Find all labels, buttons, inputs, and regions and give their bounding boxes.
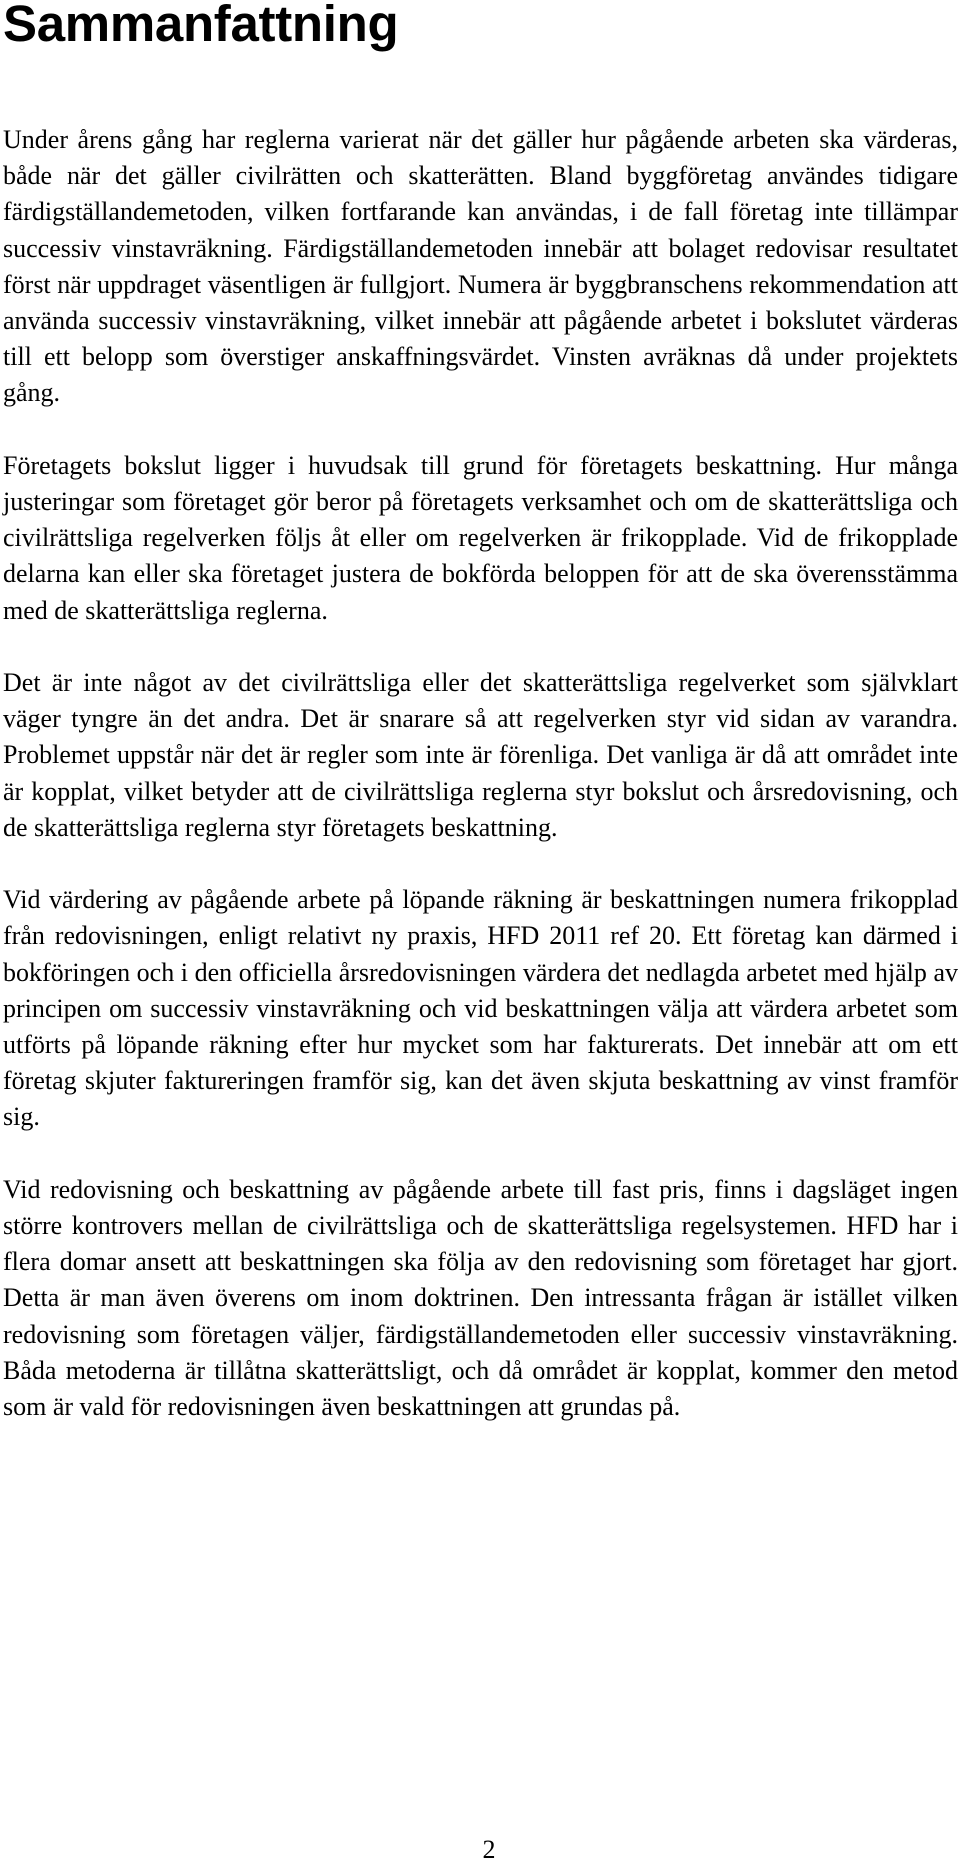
- paragraph-2: Företagets bokslut ligger i huvudsak till grund för företagets beskattning. Hur många justeringar som företaget gör beror på företagets verksamhet och om de skatterättsliga och civilrättsliga regelverken följs åt eller om regelverken är frikopplade. Vid de frikopplade delarna kan eller ska företaget justera de bokförda beloppen för att de ska överensstämma med de skatterättsliga reglerna.: [3, 450, 958, 625]
- paragraph-3: Det är inte något av det civilrättsliga eller det skatterättsliga regelverket som självklart väger tyngre än det andra. Det är snarare så att regelverken styr vid sidan av varandra. Problemet uppstår när det är regler som inte är förenliga. Det vanliga är då att området inte är kopplat, vilket betyder att de civilrättsliga reglerna styr bokslut och årsredovisning, och de skatterättsliga reglerna styr företagets beskattning.: [3, 668, 958, 842]
- paragraph-1: Under årens gång har reglerna varierat när det gäller hur pågående arbeten ska värderas, både när det gäller civilrätten och skatterätten. Bland byggföretag användes tidigare färdigställandemetoden, vilken fortfarande kan användas, i de fall företag inte tillämpar successiv vinstavräkning. Färdigställandemetoden innebär att bolaget redovisar resultatet först när uppdraget väsentligen är fullgjort. Numera är byggbranschens rekommendation att använda successiv vinstavräkning, vilket innebär att pågående arbetet i bokslutet värderas till ett belopp som överstiger anskaffningsvärdet. Vinsten avräknas då under projektets gång.: [3, 125, 958, 408]
- paragraph-5: Vid redovisning och beskattning av pågående arbete till fast pris, finns i dagsläget ingen större kontrovers mellan de civilrättsliga och de skatterättsliga regelsystemen. HFD har i flera domar ansett att beskattningen ska följa av den redovisning som företaget har gjort. Detta är man även överens om inom doktrinen. Den intressanta frågan är istället vilken redovisning som företagen väljer, färdigställandemetoden eller successiv vinstavräkning. Båda metoderna är tillåtna skatterättsligt, och då området är kopplat, kommer den metod som är vald för redovisningen även beskattningen att grundas på.: [3, 1174, 958, 1422]
- summary-body: [3, 122, 958, 1461]
- page-title: Sammanfattning: [3, 0, 399, 52]
- page-number: 2: [482, 1835, 496, 1864]
- paragraph-4: Vid värdering av pågående arbete på löpande räkning är beskattningen numera frikopplad från redovisningen, enligt relativt ny praxis, HFD 2011 ref 20. Ett företag kan därmed i bokföringen och i den officiella årsredovisningen värdera det nedlagda arbetet med hjälp av principen om successiv vinstavräkning och vid beskattningen välja att värdera arbetet som utförts på löpande räkning efter hur mycket som har fakturerats. Det innebär att om ett företag skjuter faktureringen framför sig, kan det även skjuta beskattning av vinst framför sig.: [3, 885, 958, 1132]
